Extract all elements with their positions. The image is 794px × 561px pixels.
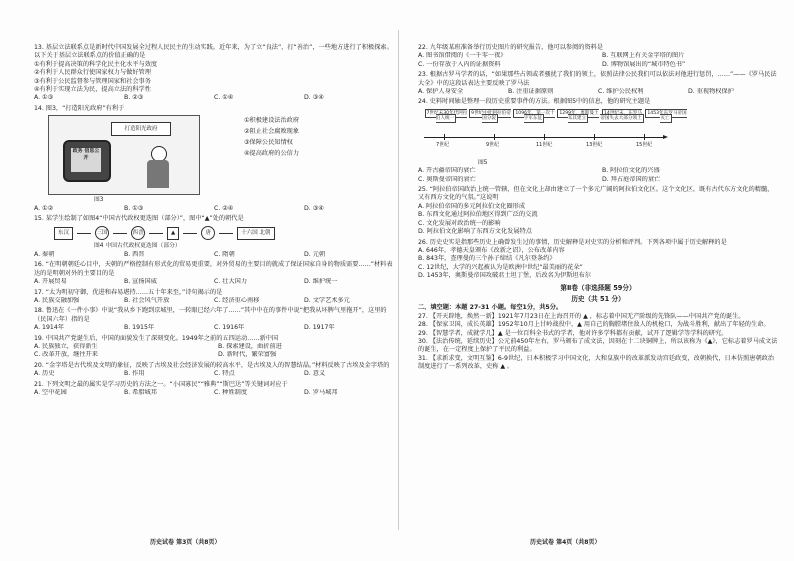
option-a: A. 民族交融加强 <box>34 296 80 304</box>
option-b: B. 阿拉伯文化的兴盛 <box>602 167 660 175</box>
question-item: ②有利于人民群众行使国家权力与做好管理 <box>34 69 151 77</box>
question-28: 28. 【保家卫国，成长英雄】1952年10月上甘岭战役中，▲ 用自己的胸膛堵住敌人的机枪口，为战斗胜利，献出了年轻的生命。 <box>418 321 770 329</box>
tv-icon <box>63 140 111 182</box>
option-d: D. 维护统一 <box>304 278 338 286</box>
question-item: ④提高政府的公信力 <box>244 150 300 158</box>
option-a: A. 民族独立，获得新生 <box>34 342 98 350</box>
option-a: A. 图书馆借阅的《一千零一夜》 <box>418 52 507 60</box>
option-d: D. 罗马城邦 <box>304 388 338 396</box>
question-item: ②阻止社会腐败现象 <box>244 128 300 136</box>
left-column <box>34 44 394 399</box>
question-21 <box>34 381 394 398</box>
right-column <box>418 44 778 372</box>
question-stem: 13. 基层立法联系点是新时代中国发展全过程人民民主的生动实践。近年来，为了立“良法”，打“善治”，一些地方进行了积极探索。以下关于基层立法联系点的价值正确的是 <box>34 44 393 60</box>
figure-caption: 图5 <box>478 159 488 166</box>
timeline-event: 1453年东罗马帝国灭亡 <box>647 110 687 122</box>
option-b: B. 互联网上有关金字塔的图片 <box>602 52 685 60</box>
cartoon-sign: 打造阳光政府 <box>111 122 171 136</box>
option-c: C. 改革开放，继往开来 <box>34 351 98 359</box>
option-a: A. 开展贸易 <box>34 278 67 286</box>
option-c: C. ②④ <box>214 204 234 212</box>
question-20 <box>34 362 394 379</box>
option-b: B. 社会风气开放 <box>124 296 170 304</box>
question-24 <box>418 98 778 184</box>
question-14 <box>34 105 394 213</box>
option-c: C. 隋朝 <box>214 250 235 258</box>
cartoon-figure <box>48 115 200 195</box>
question-stem: 24. 史料时间轴是整理一段历史重要事件的方法。根据图5中的信息，他的研究主题是 <box>418 98 651 106</box>
question-item: ①积极建设法治政府 <box>244 117 300 125</box>
timeline-tick: 13世纪 <box>586 141 603 148</box>
option-a: A. 历史 <box>34 370 55 378</box>
question-stem: 16. “在明朝朝廷心目中，天朝的严格控制有形式化的贸易更重要，对外贸易的主要目的就成了保证国家自身的物质需要……”材料表达的是明朝对外的主要目的是 <box>34 261 393 277</box>
option-c: C. 文化发展对政治统一的影响 <box>418 219 501 227</box>
timeline-tick: 9世纪 <box>486 141 500 148</box>
question-19 <box>34 335 394 360</box>
column-divider <box>398 30 399 530</box>
question-18 <box>34 307 394 332</box>
question-26 <box>418 239 778 281</box>
option-b: B. ①③ <box>124 204 144 212</box>
option-c: C. 1916年 <box>214 324 245 332</box>
option-a: A. 开古疆帝国的衰亡 <box>418 167 476 175</box>
option-b: B. 探索建设，曲折前进 <box>218 342 282 350</box>
fill-section-title: 二、填空题：本题 27-31 小题。每空1分，共5分。 <box>418 304 563 312</box>
question-stem: 26. 历史史实是指那些历史上确曾发生过的事情，历史解释是对史实的分析和评判。下列各项中属于历史解释的是 <box>418 238 727 246</box>
timeline-tick: 11世纪 <box>536 141 553 148</box>
question-stem: 22. 九年级某班准备举行历史图片的研究报告，他可以参阅的资料是 <box>418 44 604 51</box>
flow-node: 唐 <box>201 226 215 240</box>
question-30: 30. 【法治传统，延续历史】公元前450年左右，罗马颁布了成文法，因刻在十二块铜牌上，所以该称为《▲》，它标志着罗马成文法的诞生，在一定程度上保护了平民的利益。 <box>418 337 778 354</box>
option-c: C. 奥斯曼帝国的衰亡 <box>418 175 476 183</box>
option-c: C. 维护公民权利 <box>598 88 644 96</box>
option-b: B. 宣扬国威 <box>124 278 157 286</box>
option-d: D. 1453年，奥斯曼帝国攻破君士坦丁堡，后改名为伊斯坦布尔 <box>418 272 591 280</box>
q14-items <box>244 115 299 159</box>
option-d: D. ③④ <box>304 94 324 102</box>
flow-node: 十六国 北朝 <box>237 227 274 239</box>
option-a: A. 阿拉伯帝国的多元阿拉伯文化圈形成 <box>418 202 526 210</box>
timeline-event: 14世纪末，东罗马帝国失去大部分领土 <box>600 110 642 122</box>
question-stem: 18. 鲁迅在《一件小事》中说“我从乡下跑到京城里，一转眼已经六年了……”其中中在的事件中说“把我从坏脾气里拖开”，这里的（民国六年）指的是 <box>34 307 387 323</box>
option-b: B. 注重证据原则 <box>508 88 554 96</box>
timeline-event: 1299年，奥斯曼土耳其建立 <box>559 110 599 122</box>
question-25 <box>418 186 778 236</box>
option-d: D. ③④ <box>304 204 324 212</box>
option-b: B. 843年，查理曼的三个孙子缔结《凡尔登条约》 <box>418 255 556 263</box>
question-22 <box>418 44 778 69</box>
option-c: C. 种姓制度 <box>214 388 248 396</box>
question-stem: 25. “阿拉伯帝国政治上统一管辖，但在文化上却由建立了一个多元广阔的阿拉伯文化区。这个文化区，既有古代东方文化的精髓，又有西方文化的气氛。”这说明 <box>418 186 774 202</box>
option-d: D. 阿拉伯文化影响了东西方文化发展特点 <box>418 228 532 236</box>
option-b: B. 作用 <box>124 370 145 378</box>
timeline-tick: 15世纪 <box>636 141 653 148</box>
question-16 <box>34 261 394 286</box>
option-d: D. 元朝 <box>304 250 326 258</box>
option-b: B. 东西文化通过阿拉伯地区得到广泛的交流 <box>418 211 538 219</box>
part2-title: 第Ⅱ卷（非选择题 59分） <box>560 283 636 292</box>
page-footer-left: 历史试卷 第3页（共8页） <box>150 539 221 546</box>
page-footer-right: 历史试卷 第4页（共8页） <box>530 539 601 546</box>
option-a: A. 646年，孝德天皇颁布《改新之诏》，公布改革内容 <box>418 246 565 254</box>
question-27: 27. 【开天辟地，焕然一新】1921年7月23日在上海召开的 ▲ ，标志着中国无产阶级的先锋队——中国共产党的诞生。 <box>418 312 745 320</box>
option-c: C. 经济重心南移 <box>214 296 260 304</box>
question-29: 29. 【智慧学者，成就学几】▲ 是一位百科全书式的学者，他对许多学科都有贡献，试开了逻辑学等学科的研究。 <box>418 329 728 337</box>
option-d: D. 1917年 <box>304 324 335 332</box>
option-a: A. ①② <box>34 204 54 212</box>
question-stem: 21. 下列文明之最的属实是学习历史的方法之一。“小国寡民”“雅典”“斯巴达”等关键词对应于 <box>34 380 288 388</box>
option-a: A. 空中花园 <box>34 388 67 396</box>
option-a: A. 保护人身安全 <box>418 88 464 96</box>
option-d: D. 文学艺术多元 <box>304 296 350 304</box>
timeline-event: 7世纪末30年代阿拉伯人统一 <box>426 110 468 122</box>
timeline-figure <box>424 109 778 157</box>
question-item: ③保障公民知情权 <box>244 139 293 147</box>
option-b: B. ②③ <box>124 94 144 102</box>
option-d: D. 新时代，繁荣富强 <box>218 351 277 359</box>
option-b: B. 希腊城邦 <box>124 388 157 396</box>
question-stem: 17. “太为明初守御，优进和春易堪持……五十年来至，”诗句揭示的是 <box>34 288 223 296</box>
flow-node: 西晋 <box>131 226 145 240</box>
option-b: B. 西晋 <box>124 250 145 258</box>
question-15 <box>34 215 394 259</box>
question-31: 31. 【求新求变，文明互鉴】6-9世纪，日本积极学习中国文化，大和皇族中的改革派发动宫廷政变，改朝换代，日本仿照唐朝政治制度进行了一系列改革，史称 ▲ 。 <box>418 354 775 371</box>
question-23 <box>418 71 778 96</box>
timeline-event: 1096年，第一次十字军东征 <box>515 110 555 122</box>
question-stem: 15. 某学生绘制了如图4“中国古代政权更迭图（部分）”，图中“▲”处的朝代是 <box>34 215 244 223</box>
figure-caption: 图4 中国古代政权更迭图（部分） <box>94 243 181 250</box>
option-a: A. 1914年 <box>34 324 64 332</box>
question-stem: 20. “金字塔是古代埃及文明的象征，反映了古埃及社会经济发展的较高水平，是古埃及人的智慧结晶。”材料反映了古埃及金字塔的 <box>34 361 390 369</box>
option-c: C. ①④ <box>214 94 234 102</box>
question-item: ④有利于实现立法为民，提高立法的科学性 <box>34 86 151 94</box>
tv-screen-text: 政务 信息公开 <box>71 148 101 172</box>
option-d: D. 拜占庭帝国的衰亡 <box>602 175 661 183</box>
flow-node: 东汉 <box>54 227 73 239</box>
dynasty-flow <box>54 226 394 240</box>
flow-node: 三国 <box>95 226 109 240</box>
option-c: C. 12世纪，大学的兴起被认为是欧洲中世纪“最美丽的花朵” <box>418 263 583 271</box>
person-icon <box>143 146 173 190</box>
option-d: D. 重视物权保护 <box>688 88 734 96</box>
option-d: D. 博物馆展出的“城市特色书” <box>602 60 686 68</box>
option-c: C. 一份存放于入内的证据资料 <box>418 60 501 68</box>
question-17 <box>34 289 394 306</box>
option-c: C. 壮大国力 <box>214 278 248 286</box>
figure-caption: 图3 <box>94 197 104 204</box>
flow-node-missing: ▲ <box>167 227 179 239</box>
question-13 <box>34 44 394 103</box>
question-item: ①有利于提高决策的科学化民主化水平与效度 <box>34 60 158 68</box>
question-stem: 23. 根据古罗马学者的话，“如果那些占领或者骚扰了我们的领土，依照法律公民我们可以依法对他进行惩罚，……”——《罗马民法大全》中的这段话表达主要反映了罗马法 <box>418 71 777 87</box>
option-a: A. 秦朝 <box>34 250 55 258</box>
question-stem: 19. 中国共产党诞生后，中国的面貌发生了深刻变化。1949年之前的五四运动……新中国 <box>34 334 279 342</box>
option-d: D. 意义 <box>304 370 326 378</box>
option-c: C. 特点 <box>214 370 235 378</box>
question-item: ③有利于公民监督参与管理国家和社会事务 <box>34 77 151 85</box>
timeline-tick: 7世纪 <box>436 141 450 148</box>
option-a: A. ①③ <box>34 94 54 102</box>
timeline-event: 9世纪中叶阿拉伯帝国分裂 <box>471 110 511 122</box>
option-b: B. 1915年 <box>124 324 155 332</box>
part2-subtitle: 历史（共 51 分） <box>571 294 625 303</box>
question-stem: 14. 图3，“打造阳光政府”有利于 <box>34 104 125 112</box>
